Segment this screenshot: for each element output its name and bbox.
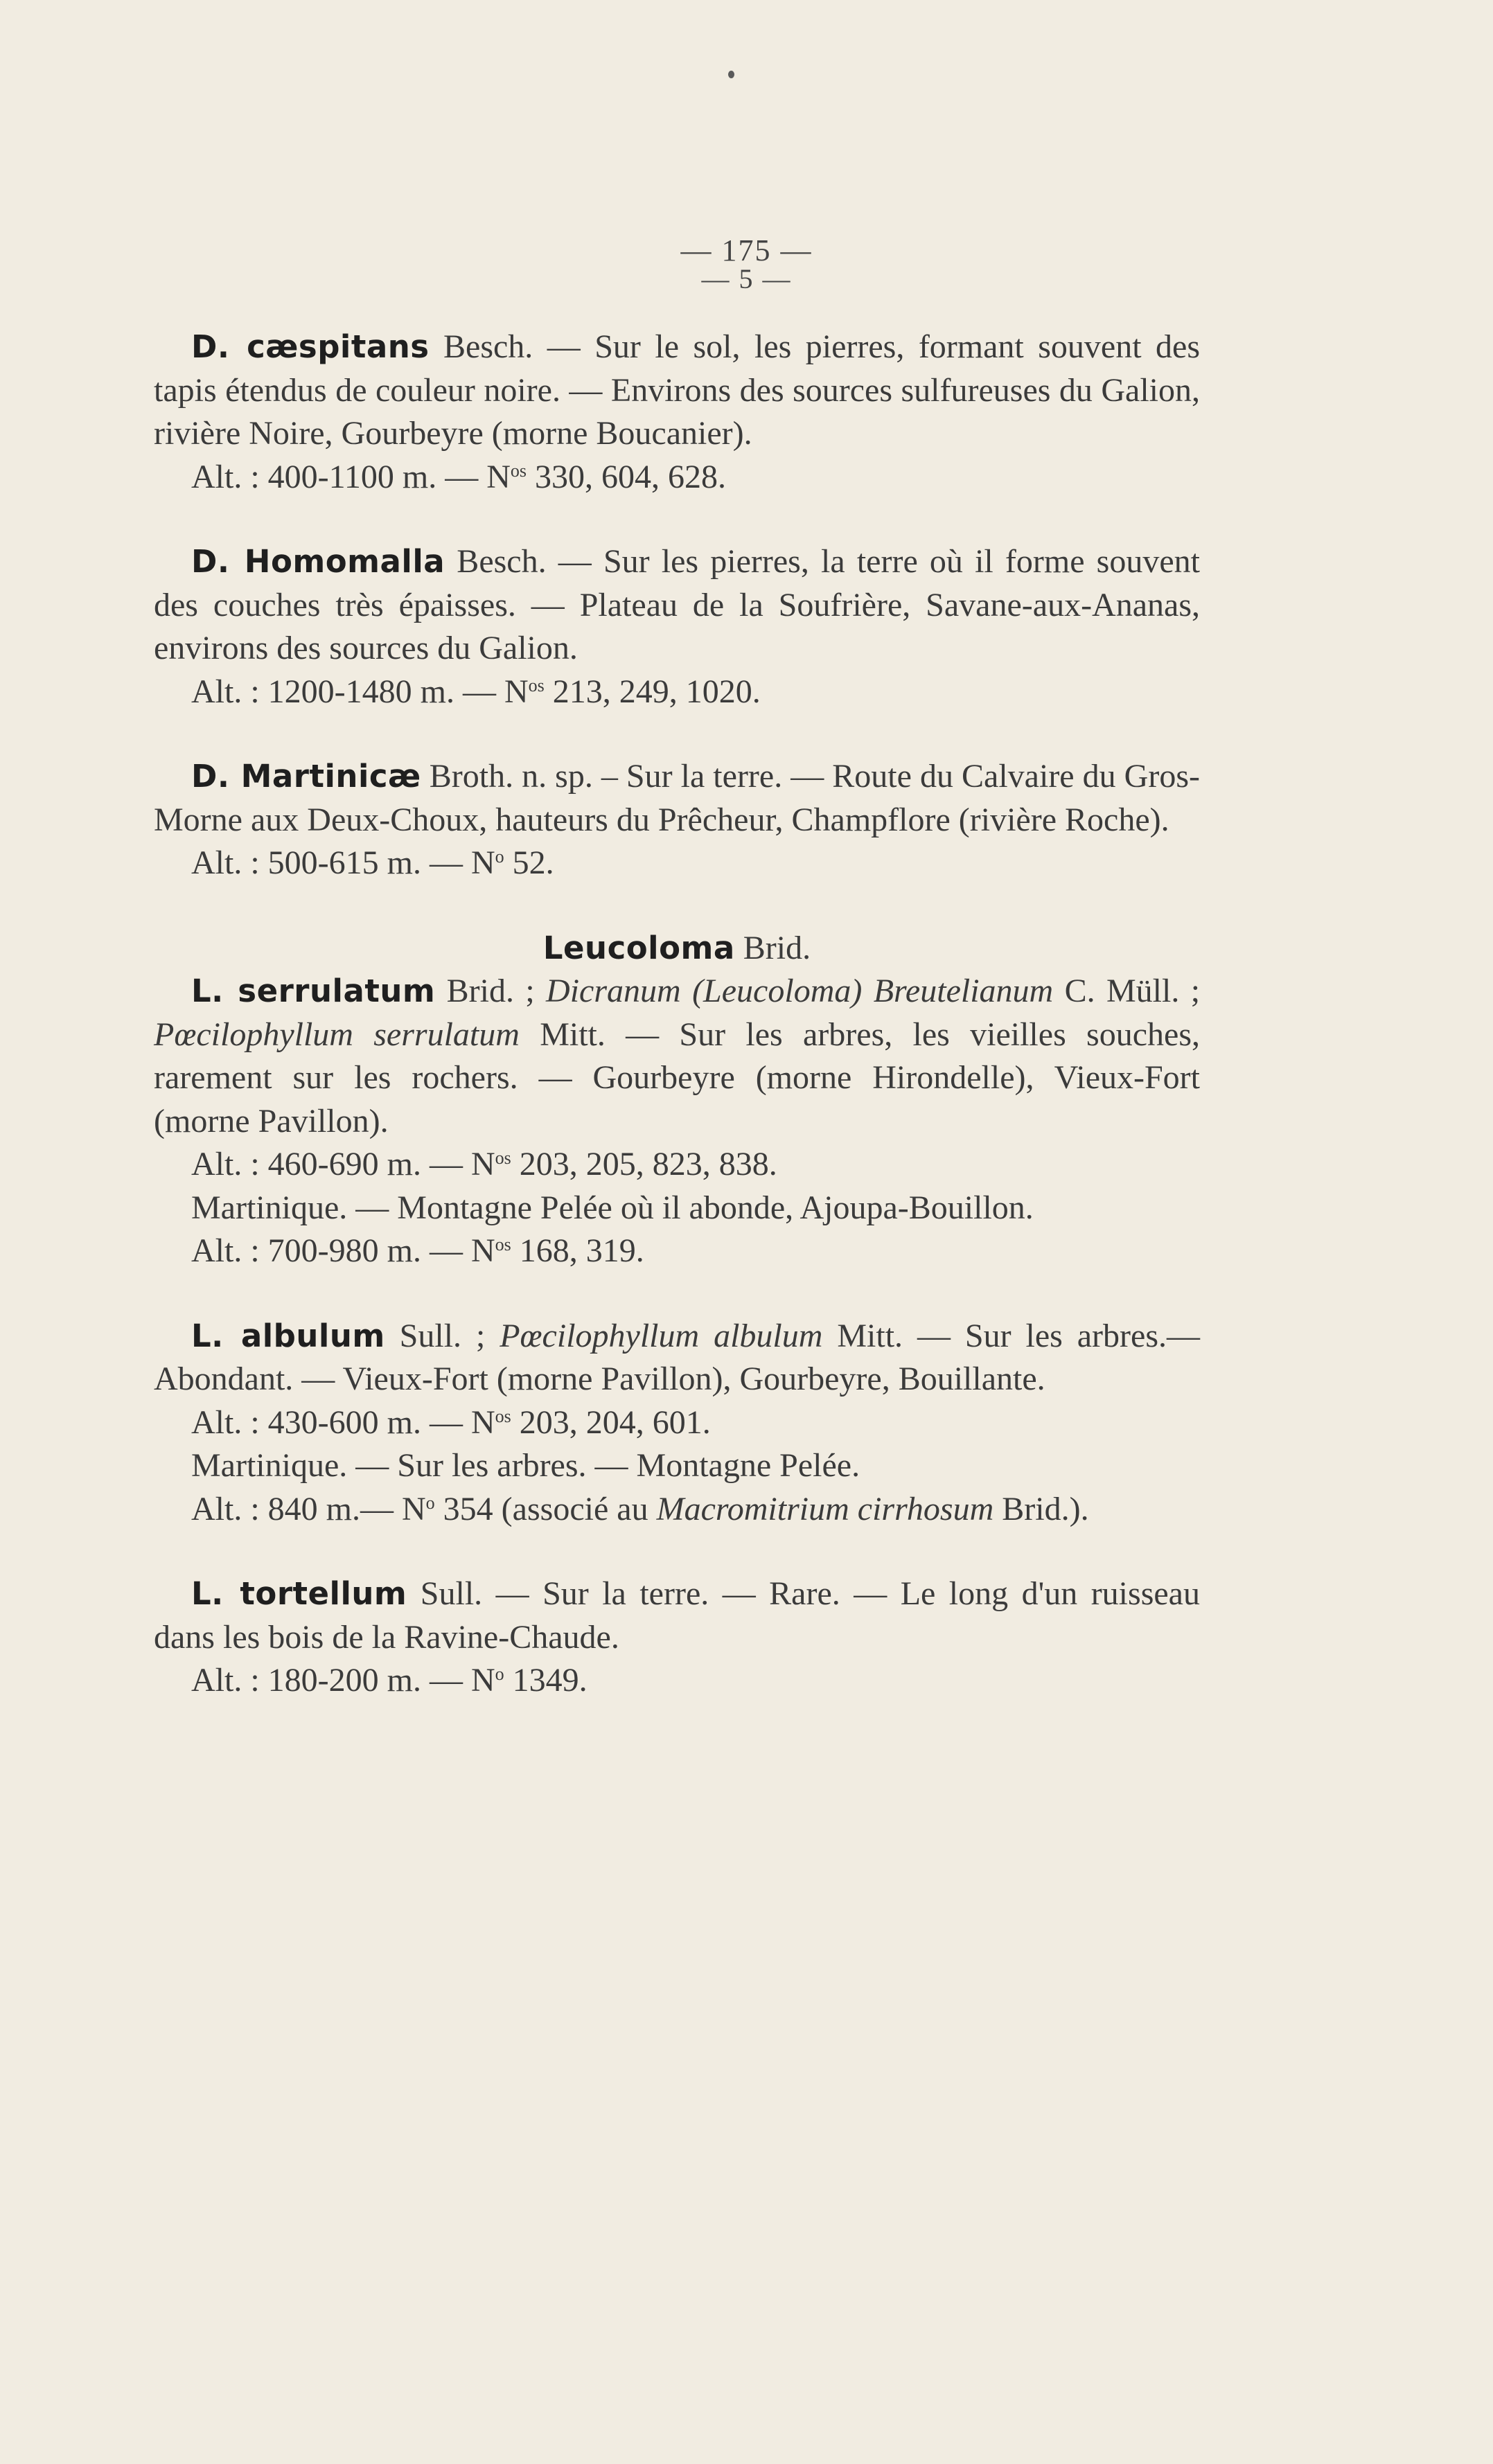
numero-sup: os xyxy=(510,460,527,481)
numero-sup: o xyxy=(495,1664,504,1684)
specimen-numbers: 1349. xyxy=(504,1662,588,1699)
species-name: D. Homomalla xyxy=(191,543,445,580)
text-fragment: 354 (associé au xyxy=(434,1490,657,1527)
entry-martinicae xyxy=(154,755,1200,885)
specimen-numbers: 330, 604, 628. xyxy=(527,458,726,495)
text-fragment: Mitt. — Sur les arbres, les vieilles souches, rarement sur les rochers. — Gourbeyre (morne Hirondelle), Vieux-Fort (morne Pavillon). xyxy=(154,1016,1200,1140)
specimen-numbers: 203, 205, 823, 838. xyxy=(511,1146,777,1182)
altitude: Alt. : 180-200 m. — N xyxy=(191,1662,495,1699)
description: Besch. — Sur les pierres, la terre où il forme souvent des couches très épaisses. — Plateau de la Soufrière, Savane-aux-Ananas, environs des sources du Galion. xyxy=(154,543,1200,666)
martinique-note: Martinique. — Montagne Pelée où il abonde, Ajoupa-Bouillon. xyxy=(191,1189,1034,1226)
altitude: Alt. : 500-615 m. — N xyxy=(191,844,495,881)
text-fragment: Brid.). xyxy=(993,1490,1089,1527)
numero-sup: os xyxy=(495,1406,511,1426)
text-fragment: Mitt. — Sur les arbres.— Abondant. — Vieux-Fort (morne Pavillon), Gourbeyre, Bouillante. xyxy=(154,1317,1200,1397)
species-name: L. tortellum xyxy=(191,1575,407,1612)
synonym-italic: Pœcilophyllum albulum xyxy=(500,1317,823,1354)
specimen-numbers: 168, 319. xyxy=(511,1232,644,1269)
associated-species-italic: Macromitrium cirrhosum xyxy=(656,1490,994,1527)
numero-sup: os xyxy=(495,1234,511,1255)
synonym-italic: Dicranum (Leucoloma) Breutelianum xyxy=(546,973,1054,1009)
numero-sup: os xyxy=(495,1148,511,1168)
genus-author: Brid. xyxy=(734,929,811,966)
entry-caespitans xyxy=(154,326,1200,499)
numero-sup: os xyxy=(528,675,545,695)
specimen-numbers: 203, 204, 601. xyxy=(511,1403,711,1441)
altitude: Alt. : 430-600 m. — N xyxy=(191,1403,495,1441)
species-name: D. cæspitans xyxy=(191,328,430,365)
altitude: Alt. : 460-690 m. — N xyxy=(191,1146,495,1182)
description: Besch. — Sur le sol, les pierres, formant souvent des tapis étendus de couleur noire. — Environs des sources sulfureuses du Galion, rivière Noire, Gourbeyre (morne Boucanier). xyxy=(154,328,1200,452)
text-fragment: C. Müll. ; xyxy=(1053,973,1201,1009)
sub-page-number: — 5 — xyxy=(701,263,792,294)
entry-homomalla xyxy=(154,540,1200,714)
specimen-numbers: 52. xyxy=(504,844,554,881)
ink-dot xyxy=(728,71,734,78)
description: Sull. — Sur la terre. — Rare. — Le long d'un ruisseau dans les bois de la Ravine-Chaude. xyxy=(154,1575,1200,1656)
body-text xyxy=(154,326,1200,1744)
altitude: Alt. : 840 m.— N xyxy=(191,1490,426,1527)
text-fragment: Brid. ; xyxy=(435,973,547,1009)
numero-sup: o xyxy=(495,847,504,867)
entry-albulum xyxy=(154,1315,1200,1532)
genus-heading xyxy=(154,927,1200,970)
specimen-numbers: 213, 249, 1020. xyxy=(544,673,761,710)
species-name: D. Martinicæ xyxy=(191,758,421,795)
entry-serrulatum xyxy=(154,970,1200,1273)
synonym-italic: Pœcilophyllum serrulatum xyxy=(154,1016,520,1053)
numero-sup: o xyxy=(425,1492,435,1513)
genus-name: Leucoloma xyxy=(542,929,735,966)
species-name: L. serrulatum xyxy=(191,973,436,1009)
entry-tortellum xyxy=(154,1572,1200,1703)
altitude: Alt. : 400-1100 m. — N xyxy=(191,458,511,495)
martinique-note: Martinique. — Sur les arbres. — Montagne Pelée. xyxy=(191,1447,860,1484)
altitude: Alt. : 700-980 m. — N xyxy=(191,1232,495,1269)
text-fragment: Sull. ; xyxy=(385,1317,500,1354)
species-name: L. albulum xyxy=(191,1317,385,1354)
description: Broth. n. sp. – Sur la terre. — Route du Calvaire du Gros-Morne aux Deux-Choux, hauteurs du Prêcheur, Champflore (rivière Roche). xyxy=(154,758,1200,838)
altitude: Alt. : 1200-1480 m. — N xyxy=(191,673,529,710)
page-number: — 175 — xyxy=(680,233,813,267)
